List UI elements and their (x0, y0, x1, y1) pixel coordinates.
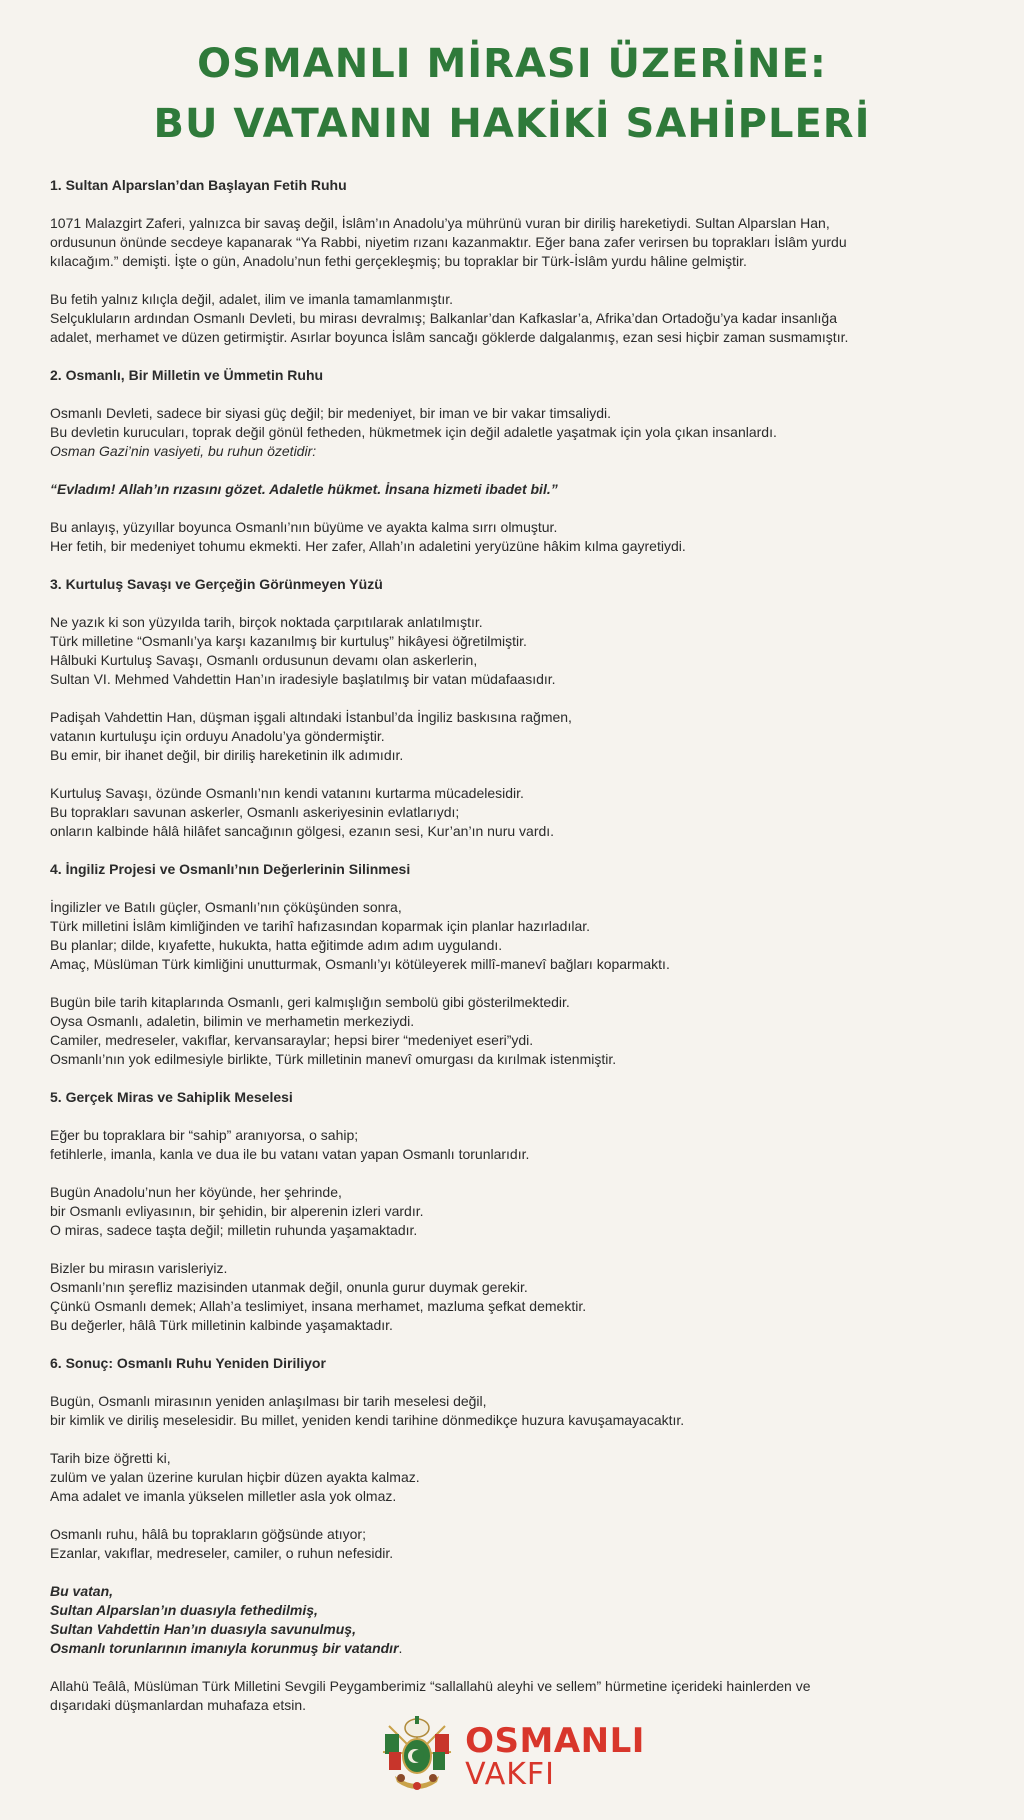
text-line: Osmanlı’nın şerefliz mazisinden utanmak değil, onunla gurur duymak gerekir. (50, 1279, 528, 1295)
text-line: bir kimlik ve diriliş meselesidir. Bu millet, yeniden kendi tarihine dönmedikçe huzura kavuşamayacaktır. (50, 1412, 685, 1428)
text-line: Ezanlar, vakıflar, medreseler, camiler, o ruhun nefesidir. (50, 1545, 394, 1561)
text-line: Sultan Alparslan’ın duasıyla fethedilmiş, (50, 1602, 318, 1618)
paragraph (50, 1126, 974, 1164)
text-line: Camiler, medreseler, vakıflar, kervansaraylar; hepsi birer “medeniyet eseri”ydi. (50, 1032, 534, 1048)
text-line: Bu anlayış, yüzyıllar boyunca Osmanlı’nın büyüme ve ayakta kalma sırrı olmuştur. (50, 519, 558, 535)
section-heading: 4. İngiliz Projesi ve Osmanlı’nın Değerlerinin Silinmesi (50, 861, 411, 877)
text-line: bir Osmanlı evliyasının, bir şehidin, bir alperenin izleri vardır. (50, 1203, 424, 1219)
text-line: Bu fetih yalnız kılıçla değil, adalet, ilim ve imanla tamamlanmıştır. (50, 291, 454, 307)
text-line: O miras, sadece taşta değil; milletin ruhunda yaşamaktadır. (50, 1222, 418, 1238)
article-body (50, 176, 974, 1715)
text-line: onların kalbinde hâlâ hilâfet sancağının gölgesi, ezanın sesi, Kur’an’ın nuru vardı. (50, 823, 555, 839)
section-heading: 6. Sonuç: Osmanlı Ruhu Yeniden Diriliyor (50, 1355, 326, 1371)
text-line: Bu toprakları savunan askerler, Osmanlı askeriyesinin evlatlarıydı; (50, 804, 460, 820)
quote: “Evladım! Allah’ın rızasını gözet. Adaletle hükmet. İnsana hizmeti ibadet bil.” (50, 481, 558, 497)
brand-line-2: VAKFI (465, 1756, 555, 1792)
text-line: Bu emir, bir ihanet değil, bir diriliş hareketinin ilk adımıdır. (50, 747, 404, 763)
text-line: İngilizler ve Batılı güçler, Osmanlı’nın çöküşünden sonra, (50, 899, 402, 915)
text-line: vatanın kurtuluşu için orduyu Anadolu’ya göndermiştir. (50, 728, 385, 744)
paragraph (50, 518, 974, 556)
text-line: Tarih bize öğretti ki, (50, 1450, 171, 1466)
paragraph (50, 993, 974, 1069)
closing-statement (50, 1582, 974, 1658)
text-line: Selçukluların ardından Osmanlı Devleti, bu mirası devralmış; Balkanlar’dan Kafkaslar’a, Afrika’dan Ortadoğu’ya kadar insanlığa (50, 310, 837, 326)
text-line: dışarıdaki düşmanlardan muhafaza etsin. (50, 1697, 307, 1713)
text-line: ordusunun önünde secdeye kapanarak “Ya Rabbi, niyetim rızanı kazanmaktır. Eğer bana zafer verirsen bu toprakları İslâm yurdu (50, 234, 847, 250)
paragraph (50, 214, 974, 271)
text-line: Türk milletini İslâm kimliğinden ve tarihî hafızasından koparmak için planlar hazırladılar. (50, 918, 591, 934)
text-line: Çünkü Osmanlı demek; Allah’a teslimiyet, insana merhamet, mazluma şefkat demektir. (50, 1298, 587, 1314)
text-line: Her fetih, bir medeniyet tohumu ekmekti. Her zafer, Allah’ın adaletini yeryüzüne hâkim kılma gayretiydi. (50, 538, 686, 554)
section-heading: 1. Sultan Alparslan’dan Başlayan Fetih Ruhu (50, 177, 347, 193)
text-line: Sultan VI. Mehmed Vahdettin Han’ın iradesiyle başlatılmış bir vatan müdafaasıdır. (50, 671, 556, 687)
text-line: Bu planlar; dilde, kıyafette, hukukta, hatta eğitimde adım adım uygulandı. (50, 937, 503, 953)
text-line: Osmanlı torunlarının imanıyla korunmuş bir vatandır (50, 1640, 399, 1656)
text-line: adalet, merhamet ve düzen getirmiştir. Asırlar boyunca İslâm sancağı göklerde dalgalanmış, ezan sesi hiçbir zaman susmamıştır. (50, 329, 849, 345)
text-line: Osmanlı Devleti, sadece bir siyasi güç değil; bir medeniyet, bir iman ve bir vakar timsaliydi. (50, 405, 611, 421)
text-line: Bu vatan, (50, 1583, 114, 1599)
text-line: Oysa Osmanlı, adaletin, bilimin ve merhametin merkeziydi. (50, 1013, 415, 1029)
brand-name (465, 1720, 645, 1792)
text-line: Padişah Vahdettin Han, düşman işgali altındaki İstanbul’da İngiliz baskısına rağmen, (50, 709, 572, 725)
text-line: Allahü Teâlâ, Müslüman Türk Milletini Sevgili Peygamberimiz “sallallahü aleyhi ve sellem” hürmetine içerideki hainlerden ve (50, 1678, 811, 1694)
text-line: Bugün Anadolu’nun her köyünde, her şehrinde, (50, 1184, 342, 1200)
italic-intro-line: Osman Gazi’nin vasiyeti, bu ruhun özetidir: (50, 443, 317, 459)
paragraph (50, 1449, 974, 1506)
text-line: 1071 Malazgirt Zaferi, yalnızca bir savaş değil, İslâm’ın Anadolu’ya mührünü vuran bir diriliş hareketiydi. Sultan Alparslan Han, (50, 215, 830, 231)
text-line: kılacağım.” demişti. İşte o gün, Anadolu’nun fethi gerçekleşmiş; bu topraklar bir Türk-İslâm yurdu hâline gelmiştir. (50, 253, 747, 269)
paragraph (50, 898, 974, 974)
text-line: Osmanlı’nın yok edilmesiyle birlikte, Türk milletinin manevî omurgası da kırılmak istenmiştir. (50, 1051, 617, 1067)
paragraph (50, 1392, 974, 1430)
footer-logo (0, 1712, 1024, 1801)
text-line: Türk milletine “Osmanlı’ya karşı kazanılmış bir kurtuluş” hikâyesi öğretilmiştir. (50, 633, 527, 649)
closing-period: . (398, 1640, 403, 1656)
text-line: Eğer bu topraklara bir “sahip” aranıyorsa, o sahip; (50, 1127, 359, 1143)
text-line: Sultan Vahdettin Han’ın duasıyla savunulmuş, (50, 1621, 356, 1637)
text-line: Bugün, Osmanlı mirasının yeniden anlaşılması bir tarih meselesi değil, (50, 1393, 487, 1409)
ottoman-coat-of-arms-icon (379, 1712, 455, 1801)
text-line: Bugün bile tarih kitaplarında Osmanlı, geri kalmışlığın sembolü gibi gösterilmektedir. (50, 994, 570, 1010)
prayer-paragraph (50, 1677, 974, 1715)
paragraph (50, 290, 974, 347)
section-heading: 5. Gerçek Miras ve Sahiplik Meselesi (50, 1089, 293, 1105)
text-line: Bizler bu mirasın varisleriyiz. (50, 1260, 228, 1276)
text-line: Bu değerler, hâlâ Türk milletinin kalbinde yaşamaktadır. (50, 1317, 393, 1333)
text-line: Ama adalet ve imanla yükselen milletler asla yok olmaz. (50, 1488, 397, 1504)
section-heading: 3. Kurtuluş Savaşı ve Gerçeğin Görünmeyen Yüzü (50, 576, 383, 592)
page-title (50, 0, 974, 154)
text-line: Kurtuluş Savaşı, özünde Osmanlı’nın kendi vatanını kurtarma mücadelesidir. (50, 785, 524, 801)
brand-line-1: OSMANLI (465, 1720, 645, 1761)
paragraph (50, 1259, 974, 1335)
paragraph (50, 1183, 974, 1240)
text-line: Bu devletin kurucuları, toprak değil gönül fetheden, hükmetmek için değil adaletle yaşatmak için yola çıkan insanlardı. (50, 424, 777, 440)
text-line: fetihlerle, imanla, kanla ve dua ile bu vatanı vatan yapan Osmanlı torunlarıdır. (50, 1146, 530, 1162)
paragraph (50, 404, 974, 461)
section-heading: 2. Osmanlı, Bir Milletin ve Ümmetin Ruhu (50, 367, 324, 383)
paragraph (50, 613, 974, 689)
paragraph (50, 784, 974, 841)
paragraph (50, 1525, 974, 1563)
text-line: Amaç, Müslüman Türk kimliğini unutturmak, Osmanlı’yı kötüleyerek millî-manevî bağları koparmaktı. (50, 956, 670, 972)
title-line-1: OSMANLI MİRASI ÜZERİNE: (197, 41, 827, 87)
text-line: Osmanlı ruhu, hâlâ bu toprakların göğsünde atıyor; (50, 1526, 366, 1542)
text-line: zulüm ve yalan üzerine kurulan hiçbir düzen ayakta kalmaz. (50, 1469, 420, 1485)
title-line-2: BU VATANIN HAKİKİ SAHİPLERİ (153, 101, 871, 147)
text-line: Ne yazık ki son yüzyılda tarih, birçok noktada çarpıtılarak anlatılmıştır. (50, 614, 483, 630)
text-line: Hâlbuki Kurtuluş Savaşı, Osmanlı ordusunun devamı olan askerlerin, (50, 652, 478, 668)
paragraph (50, 708, 974, 765)
